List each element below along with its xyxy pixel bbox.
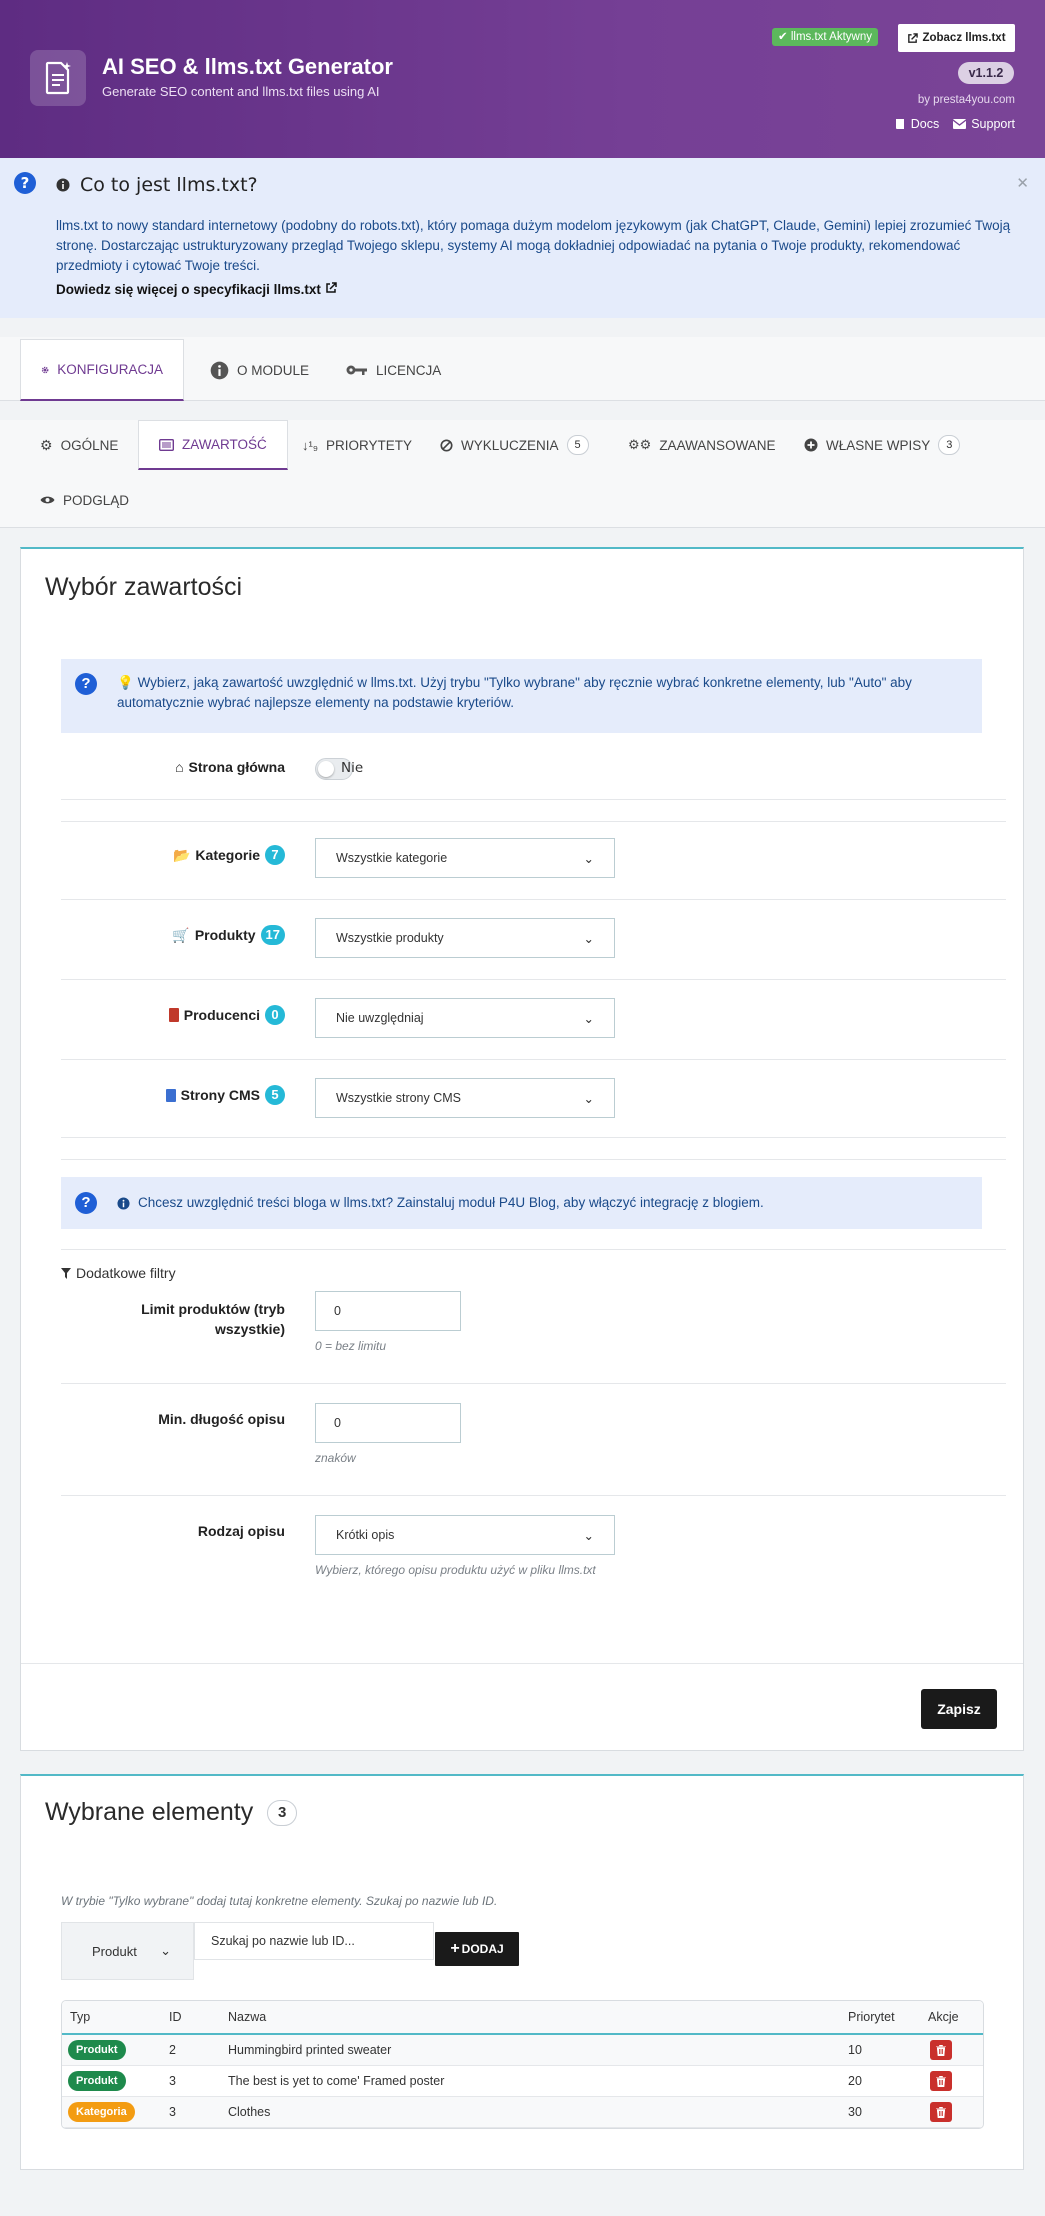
selected-panel [20, 1774, 1024, 2170]
tab-priorities[interactable]: ↓¹₉ PRIORYTETY [302, 437, 413, 453]
external-link-icon [325, 282, 337, 294]
products-count: 17 [261, 925, 285, 945]
docs-link[interactable]: Docs [895, 117, 939, 131]
question-icon: ? [75, 673, 97, 695]
tab-preview[interactable]: PODGLĄD [20, 475, 149, 525]
save-button[interactable]: Zapisz [921, 1689, 997, 1729]
page-title: Wybór zawartości [45, 573, 243, 601]
tab-license[interactable]: LICENCJA [326, 339, 461, 401]
close-icon[interactable]: ✕ [1016, 174, 1029, 192]
col-name[interactable]: Nazwa [228, 2010, 267, 2024]
chevron-down-icon: ⌄ [583, 931, 594, 946]
folder-icon: 📂 [172, 846, 191, 863]
lightbulb-icon: 💡 [117, 675, 138, 690]
limit-hint: 0 = bez limitu [315, 1339, 387, 1353]
col-id[interactable]: ID [169, 2010, 182, 2024]
plus-icon: + [450, 1940, 460, 1957]
cms-label: Strony CMS 5 [166, 1085, 285, 1105]
content-alert: ? 💡 Wybierz, jaką zawartość uwzględnić w llms.txt. Użyj trybu "Tylko wybrane" aby ręcznie wybrać konkretne elementy, lub "Auto" aby automatycznie wybrać najlepsze elementy na podstawie kryteriów. [61, 659, 982, 733]
key-icon [346, 363, 368, 377]
description-type-hint: Wybierz, którego opisu produktu użyć w pliku llms.txt [315, 1563, 596, 1577]
status-badge: ✔ llms.txt Aktywny [772, 28, 878, 46]
ban-icon [440, 439, 453, 452]
type-badge: Kategoria [68, 2102, 135, 2122]
info-title: Co to jest llms.txt? [80, 174, 258, 196]
table-row [62, 2066, 983, 2097]
info-circle-icon [117, 1197, 130, 1210]
tab-advanced[interactable]: ⚙⚙ ZAAWANSOWANE [628, 437, 776, 453]
tab-about[interactable]: O MODULE [190, 339, 329, 401]
spec-link[interactable]: Dowiedz się więcej o specyfikacji llms.txt [56, 282, 337, 297]
col-actions: Akcje [928, 2010, 959, 2024]
row-id: 3 [169, 2074, 176, 2088]
chevron-down-icon: ⌄ [583, 851, 594, 866]
tab-custom-entries[interactable]: WŁASNE WPISY 3 [784, 420, 980, 470]
manufacturers-select[interactable]: Nie uwzględniaj ⌄ [315, 998, 615, 1038]
cms-select[interactable]: Wszystkie strony CMS ⌄ [315, 1078, 615, 1118]
trash-icon [936, 2107, 946, 2118]
categories-select[interactable]: Wszystkie kategorie ⌄ [315, 838, 615, 878]
type-badge: Produkt [68, 2071, 126, 2091]
book-icon [895, 118, 906, 130]
custom-entries-count: 3 [938, 435, 960, 455]
delete-button[interactable] [930, 2102, 952, 2122]
chevron-down-icon: ⌄ [583, 1011, 594, 1026]
content-panel [20, 547, 1024, 1751]
categories-count: 7 [265, 845, 285, 865]
trash-icon [936, 2045, 946, 2056]
row-priority: 30 [848, 2105, 862, 2119]
limit-label: Limit produktów (tryb wszystkie) [141, 1301, 285, 1337]
table-header [62, 2001, 983, 2035]
envelope-icon [953, 119, 966, 129]
view-llms-button[interactable]: Zobacz llms.txt [898, 24, 1015, 52]
cms-count: 5 [265, 1085, 285, 1105]
question-icon: ? [75, 1192, 97, 1214]
info-circle-icon [56, 178, 70, 192]
eye-icon [40, 495, 55, 505]
external-link-icon [907, 33, 918, 44]
col-priority[interactable]: Priorytet [848, 2010, 895, 2024]
min-length-label: Min. długość opisu [158, 1411, 285, 1427]
cogs-icon: ⚙⚙ [628, 437, 652, 452]
version-badge: v1.1.2 [958, 62, 1014, 84]
min-length-input[interactable]: 0 [315, 1403, 461, 1443]
row-id: 2 [169, 2043, 176, 2057]
description-type-select[interactable]: Krótki opis ⌄ [315, 1515, 615, 1555]
tab-content[interactable]: ZAWARTOŚĆ [138, 420, 288, 470]
tab-configuration[interactable]: KONFIGURACJA [20, 339, 184, 401]
min-length-hint: znaków [315, 1451, 356, 1465]
manufacturers-count: 0 [265, 1005, 285, 1025]
trash-icon [936, 2076, 946, 2087]
sort-icon: ↓¹₉ [302, 437, 318, 453]
row-name: Hummingbird printed sweater [228, 2043, 392, 2057]
blog-alert: ? Chcesz uwzględnić treści bloga w llms.txt? Zainstaluj moduł P4U Blog, aby włączyć integrację z blogiem. [61, 1177, 982, 1229]
chevron-down-icon: ⌄ [583, 1091, 594, 1106]
module-title: AI SEO & llms.txt Generator [102, 54, 393, 79]
sub-tabs [0, 420, 1045, 527]
filter-icon [61, 1268, 71, 1279]
file-icon [166, 1089, 176, 1102]
type-badge: Produkt [68, 2040, 126, 2060]
plus-circle-icon [804, 438, 818, 452]
tab-general[interactable]: ⚙ OGÓLNE [40, 436, 119, 453]
check-icon: ✔ [778, 31, 791, 43]
support-link[interactable]: Support [953, 117, 1015, 131]
table-row [62, 2035, 983, 2066]
limit-input[interactable]: 0 [315, 1291, 461, 1331]
selected-count: 3 [267, 1800, 297, 1826]
description-type-label: Rodzaj opisu [197, 1523, 285, 1539]
exclusions-count: 5 [567, 435, 589, 455]
selected-table [61, 2000, 984, 2129]
llms-info-alert [0, 158, 1045, 318]
info-icon [210, 361, 229, 380]
type-select[interactable]: Produkt ⌄ [61, 1922, 194, 1980]
module-header [0, 0, 1045, 158]
chevron-down-icon: ⌄ [160, 1943, 171, 1958]
building-icon [169, 1008, 179, 1022]
selected-title: Wybrane elementy 3 [45, 1798, 297, 1827]
table-row [62, 2097, 983, 2128]
chevron-down-icon: ⌄ [583, 1528, 594, 1543]
manufacturers-label: Producenci 0 [169, 1005, 285, 1025]
cart-icon: 🛒 [172, 926, 190, 943]
cog-icon: ⚙ [40, 436, 53, 453]
home-icon: ⌂ [175, 759, 184, 775]
products-select[interactable]: Wszystkie produkty ⌄ [315, 918, 615, 958]
add-button[interactable]: + DODAJ [435, 1932, 519, 1966]
categories-label: 📂 Kategorie 7 [173, 845, 285, 865]
home-label: ⌂ Strona główna [175, 759, 285, 775]
module-subtitle: Generate SEO content and llms.txt files using AI [102, 84, 380, 99]
main-tabs [0, 337, 1045, 401]
gear-icon [41, 360, 49, 380]
row-name: The best is yet to come' Framed poster [228, 2074, 445, 2088]
delete-button[interactable] [930, 2040, 952, 2060]
author-link[interactable]: by presta4you.com [917, 94, 1015, 106]
search-input[interactable]: Szukaj po nazwie lub ID... [194, 1922, 434, 1960]
col-type[interactable]: Typ [70, 2010, 91, 2024]
row-priority: 10 [848, 2043, 862, 2057]
selected-hint: W trybie "Tylko wybrane" dodaj tutaj konkretne elementy. Szukaj po nazwie lub ID. [61, 1894, 498, 1908]
tab-exclusions[interactable]: WYKLUCZENIA 5 [420, 420, 609, 470]
document-ai-icon [30, 50, 86, 106]
home-toggle-value: Nie [341, 760, 364, 776]
info-text: llms.txt to nowy standard internetowy (podobny do robots.txt), który pomaga dużym modelom językowym (jak ChatGPT, Claude, Gemini) lepiej zrozumieć Twoją stronę. Dostarczając ustrukturyzowany przegląd Twojego sklepu, systemy AI mogą dokładniej odpowiadać na pytania o Twoje produkty, rekomendować przedmioty i cytować Twoje treści. [56, 218, 1011, 273]
products-label: 🛒 Produkty 17 [172, 925, 285, 945]
delete-button[interactable] [930, 2071, 952, 2091]
row-priority: 20 [848, 2074, 862, 2088]
row-name: Clothes [228, 2105, 271, 2119]
question-icon: ? [14, 172, 36, 194]
list-box-icon [159, 439, 174, 451]
row-id: 3 [169, 2105, 176, 2119]
filters-heading[interactable]: Dodatkowe filtry [61, 1265, 176, 1281]
